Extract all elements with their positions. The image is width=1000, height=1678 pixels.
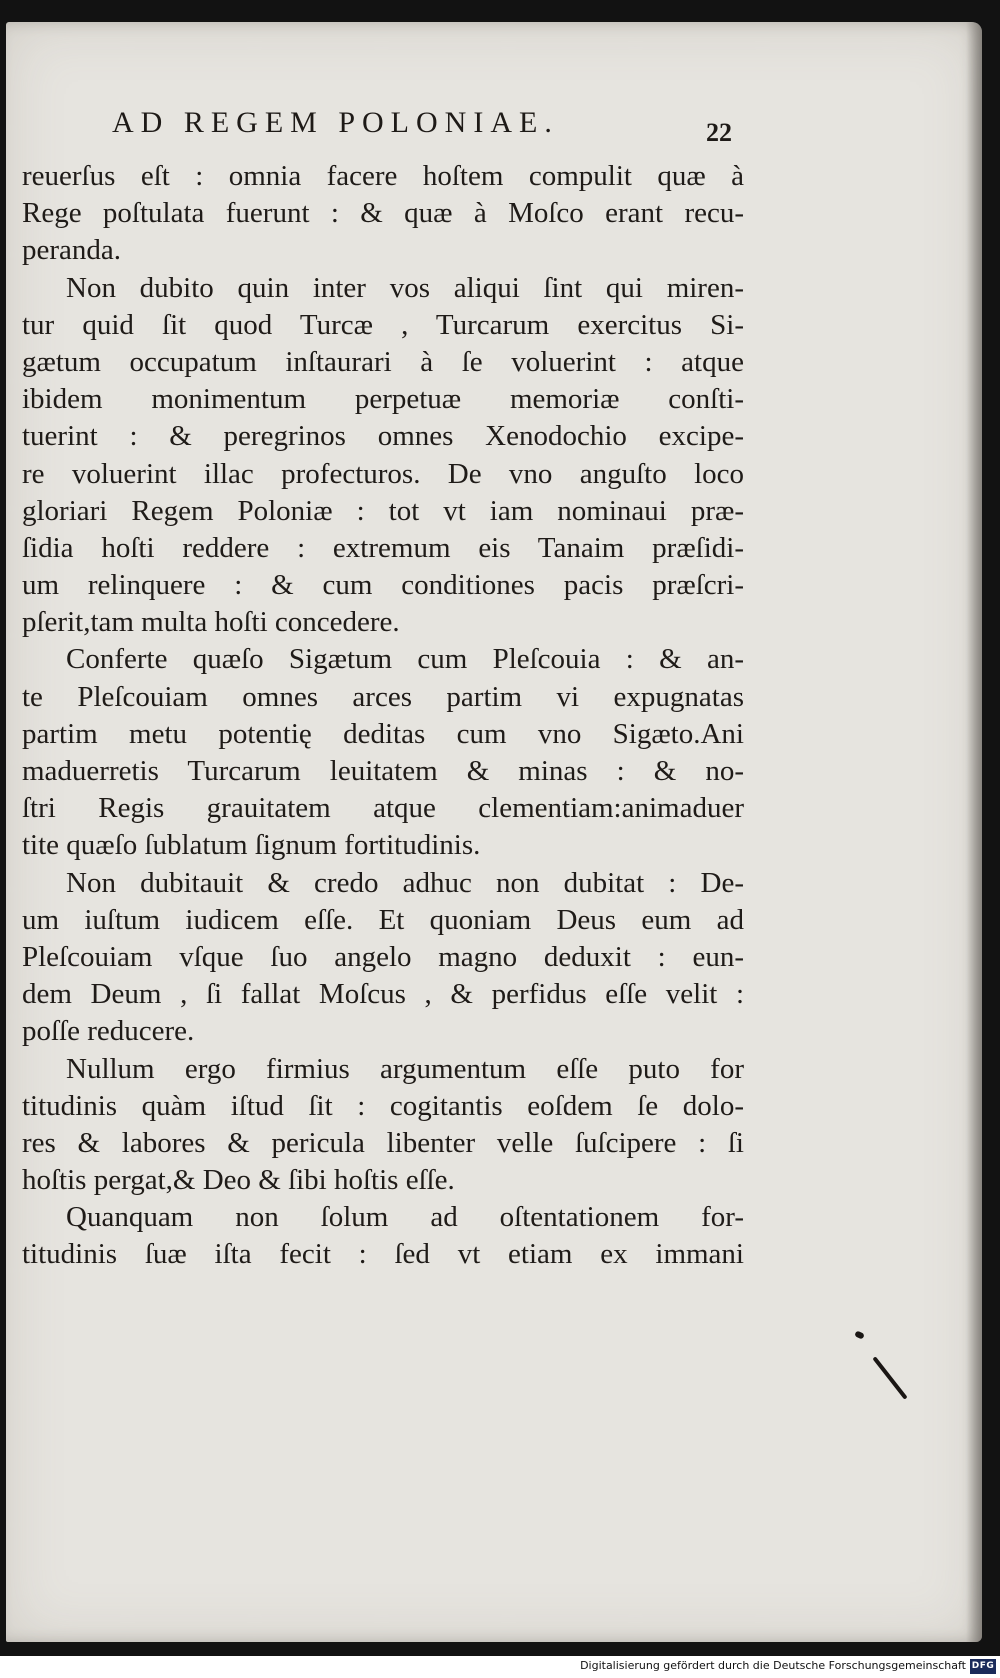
text-line: tite quæſo ſublatum ſignum fortitudinis. [22,829,481,862]
text-line: um relinquere : & cum conditiones pacis præſcri- [22,569,744,602]
text-line: res & labores & pericula libenter velle ſuſcipere : ſi [22,1126,744,1159]
footer-bar [0,1656,1000,1678]
text-line: tur quid ſit quod Turcæ , Turcarum exercitus Si- [22,308,744,341]
text-line: titudinis quàm iſtud ſit : cogitantis eoſdem ſe dolo- [22,1089,744,1122]
text-line: pſerit,tam multa hoſti concedere. [22,606,400,639]
running-head [112,106,732,146]
text-line: ibidem monimentum perpetuæ memoriæ conſti- [22,383,744,416]
text-line: gætum occupatum inſtaurari à ſe voluerint : atque [22,345,744,378]
text-line: Quanquam non ſolum ad oſtentationem for- [66,1201,744,1234]
text-line: tuerint : & peregrinos omnes Xenodochio excipe- [22,420,744,453]
running-title: AD REGEM POLONIAE. [112,106,559,139]
text-line: titudinis ſuæ iſta fecit : ſed vt etiam ex immani [22,1238,744,1271]
text-line: re voluerint illac profecturos. De vno anguſto loco [22,457,744,490]
text-line: Non dubitauit & credo adhuc non dubitat : De- [66,866,744,899]
text-line: dem Deum , ſi fallat Moſcus , & perfidus eſſe velit : [22,978,744,1011]
text-line: Pleſcouiam vſque ſuo angelo magno deduxit : eun- [22,940,744,973]
text-line: ſtri Regis grauitatem atque clementiam:animaduer [22,792,744,825]
text-line: hoſtis pergat,& Deo & ſibi hoſtis eſſe. [22,1164,455,1197]
page-edge-shadow [966,22,982,1642]
text-line: um iuſtum iudicem eſſe. Et quoniam Deus eum ad [22,903,744,936]
text-line: maduerretis Turcarum leuitatem & minas : & no- [22,755,744,787]
text-line: Rege poſtulata fuerunt : & quæ à Moſco erant recu- [22,197,744,230]
dfg-logo: DFG [970,1659,996,1674]
text-line: Non dubito quin inter vos aliqui ſint qui miren- [66,271,744,304]
text-line: Conferte quæſo Sigætum cum Pleſcouia : & an- [66,643,744,676]
page-number: 22 [706,118,732,147]
text-line: Nullum ergo firmius argumentum eſſe puto for [66,1052,744,1085]
text-line: te Pleſcouiam omnes arces partim vi expugnatas [22,680,744,713]
text-line: partim metu potentię deditas cum vno Sigæto.Ani [22,717,744,750]
text-line: gloriari Regem Poloniæ : tot vt iam nominaui præ- [22,494,744,527]
text-line: ſidia hoſti reddere : extremum eis Tanaim præſidi- [22,531,744,564]
body-text [22,158,744,1274]
text-line: reuerſus eſt : omnia facere hoſtem compulit quæ à [22,160,744,192]
text-line: peranda. [22,234,122,267]
funding-credit: Digitalisierung gefördert durch die Deutsche Forschungsgemeinschaft [580,1659,966,1672]
text-line: poſſe reducere. [22,1015,195,1048]
